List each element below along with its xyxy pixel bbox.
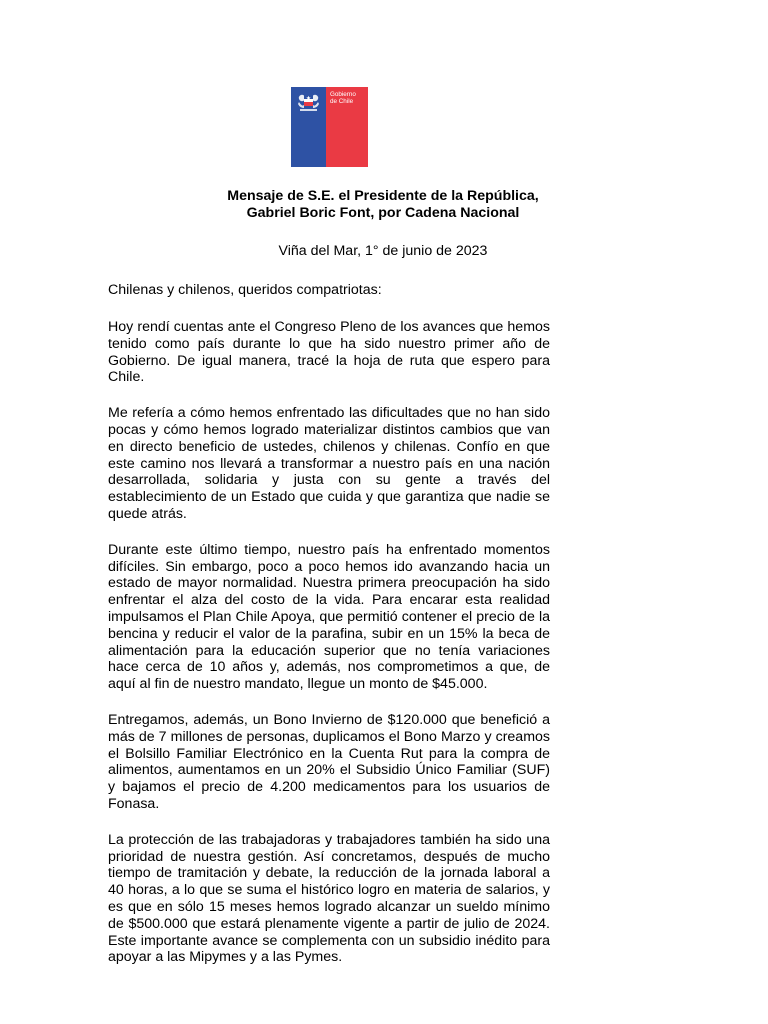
document-body <box>108 319 550 985</box>
logo-blue-panel <box>291 87 326 167</box>
dateline: Viña del Mar, 1° de junio de 2023 <box>278 243 488 259</box>
logo-text-line2: de Chile <box>330 98 354 105</box>
paragraph-1: Hoy rendí cuentas ante el Congreso Pleno de los avances que hemos tenido como país durante lo que ha sido nuestro primer año de Gobierno. De igual manera, tracé la hoja de ruta que espero para Chile. <box>108 319 550 386</box>
document-title-line2: Gabriel Boric Font, por Cadena Nacional <box>246 205 520 221</box>
greeting: Chilenas y chilenos, queridos compatriotas: <box>108 282 382 298</box>
gobierno-de-chile-logo <box>291 87 368 167</box>
document-title-line1: Mensaje de S.E. el Presidente de la República, <box>227 188 539 204</box>
logo-text-line1: Gobierno <box>330 91 356 98</box>
paragraph-3: Durante este último tiempo, nuestro país ha enfrentado momentos difíciles. Sin embargo, poco a poco hemos ido avanzando hacia un estado de mayor normalidad. Nuestra primera preocupación ha sido enfrentar el alza del costo de la vida. Para encarar esta realidad impulsamos el Plan Chile Apoya, que permitió contener el precio de la bencina y reducir el valor de la parafina, subir en un 15% la beca de alimentación para la educación superior que no tenía variaciones hace cerca de 10 años y, además, nos comprometimos a que, de aquí al fin de nuestro mandato, llegue un monto de $45.000. <box>108 541 550 693</box>
paragraph-2: Me refería a cómo hemos enfrentado las dificultades que no han sido pocas y cómo hemos logrado materializar distintos cambios que van en directo beneficio de ustedes, chilenos y chilenas. Confío en que este camino nos llevará a transformar a nuestro país en una nación desarrollada, solidaria y justa con su gente a través del establecimiento de un Estado que cuida y que garantiza que nadie se quede atrás. <box>108 405 550 522</box>
coat-of-arms-icon <box>293 89 324 119</box>
logo-red-panel <box>326 87 368 167</box>
paragraph-5: La protección de las trabajadoras y trabajadores también ha sido una prioridad de nuestra gestión. Así concretamos, después de mucho tiempo de tramitación y debate, la reducción de la jornada laboral a 40 horas, a lo que se suma el histórico logro en materia de salarios, y es que en sólo 15 meses hemos logrado alcanzar un sueldo mínimo de $500.000 que estará plenamente vigente a partir de julio de 2024. Este importante avance se complementa con un subsidio inédito para apoyar a las Mipymes y a las Pymes. <box>108 831 550 966</box>
paragraph-4: Entregamos, además, un Bono Invierno de $120.000 que benefició a más de 7 millones de personas, duplicamos el Bono Marzo y creamos el Bolsillo Familiar Electrónico en la Cuenta Rut para la compra de alimentos, aumentamos en un 20% el Subsidio Único Familiar (SUF) y bajamos el precio de 4.200 medicamentos para los usuarios de Fonasa. <box>108 711 550 812</box>
